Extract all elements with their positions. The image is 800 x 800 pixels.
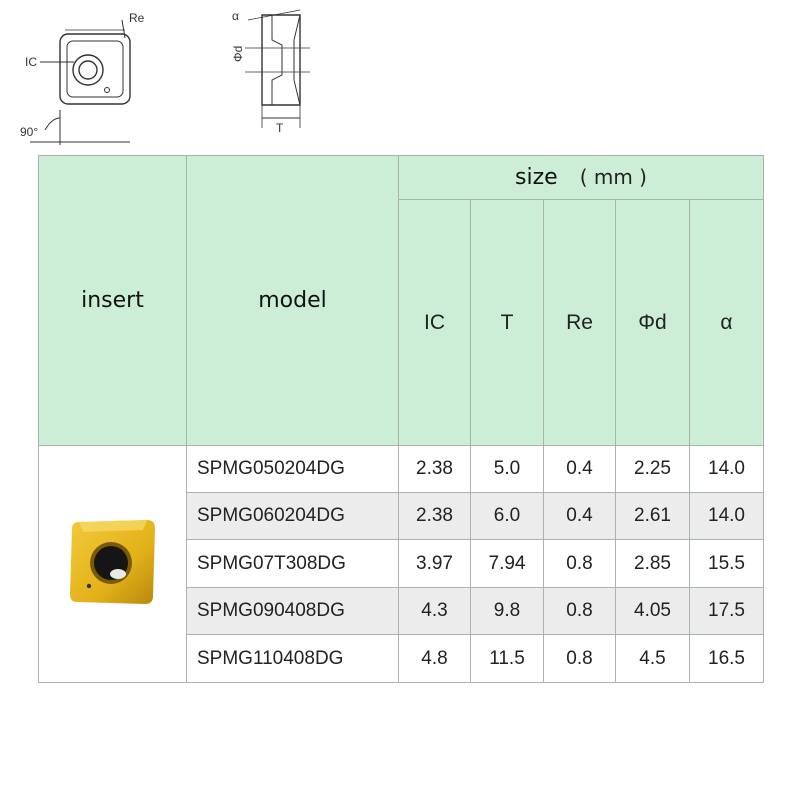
spec-table (38, 155, 764, 683)
technical-drawings (0, 0, 800, 150)
re-cell: 0.4 (544, 446, 616, 493)
insert-front-view (30, 20, 130, 145)
re-cell: 0.4 (544, 493, 616, 540)
insert-header: insert (39, 156, 187, 446)
model-cell: SPMG07T308DG (187, 540, 399, 588)
insert-dimension-drawing (0, 0, 800, 150)
insert-side-view (245, 10, 310, 128)
t-cell: 11.5 (471, 635, 544, 683)
ic-cell: 4.3 (399, 588, 471, 635)
col-header-re: Re (544, 200, 616, 446)
size-header (399, 156, 764, 200)
ic-label: IC (25, 55, 37, 69)
t-cell: 7.94 (471, 540, 544, 588)
col-header-phi-d: Φd (616, 200, 690, 446)
t-cell: 9.8 (471, 588, 544, 635)
re-cell: 0.8 (544, 635, 616, 683)
re-cell: 0.8 (544, 540, 616, 588)
model-header: model (187, 156, 399, 446)
table-row (39, 446, 764, 493)
re-cell: 0.8 (544, 588, 616, 635)
d-cell: 2.85 (616, 540, 690, 588)
angle-label: 90° (20, 125, 39, 139)
ic-cell: 4.8 (399, 635, 471, 683)
re-label: Re (129, 11, 145, 25)
model-cell: SPMG110408DG (187, 635, 399, 683)
t-label: T (276, 121, 284, 135)
model-cell: SPMG060204DG (187, 493, 399, 540)
insert-photo (67, 516, 159, 608)
alpha-cell: 17.5 (690, 588, 764, 635)
t-cell: 6.0 (471, 493, 544, 540)
col-header-ic: IC (399, 200, 471, 446)
d-cell: 4.05 (616, 588, 690, 635)
alpha-cell: 15.5 (690, 540, 764, 588)
d-cell: 2.61 (616, 493, 690, 540)
alpha-cell: 14.0 (690, 446, 764, 493)
d-cell: 2.25 (616, 446, 690, 493)
size-label: size (515, 165, 558, 190)
ic-cell: 3.97 (399, 540, 471, 588)
model-cell: SPMG090408DG (187, 588, 399, 635)
model-cell: SPMG050204DG (187, 446, 399, 493)
col-header-alpha: α (690, 200, 764, 446)
alpha-cell: 14.0 (690, 493, 764, 540)
alpha-cell: 16.5 (690, 635, 764, 683)
insert-image-cell (39, 446, 187, 683)
phi-d-label: Φd (231, 45, 245, 62)
col-header-t: T (471, 200, 544, 446)
t-cell: 5.0 (471, 446, 544, 493)
ic-cell: 2.38 (399, 493, 471, 540)
ic-cell: 2.38 (399, 446, 471, 493)
d-cell: 4.5 (616, 635, 690, 683)
unit-label: ( mm ) (579, 165, 647, 189)
alpha-label: α (232, 9, 239, 23)
